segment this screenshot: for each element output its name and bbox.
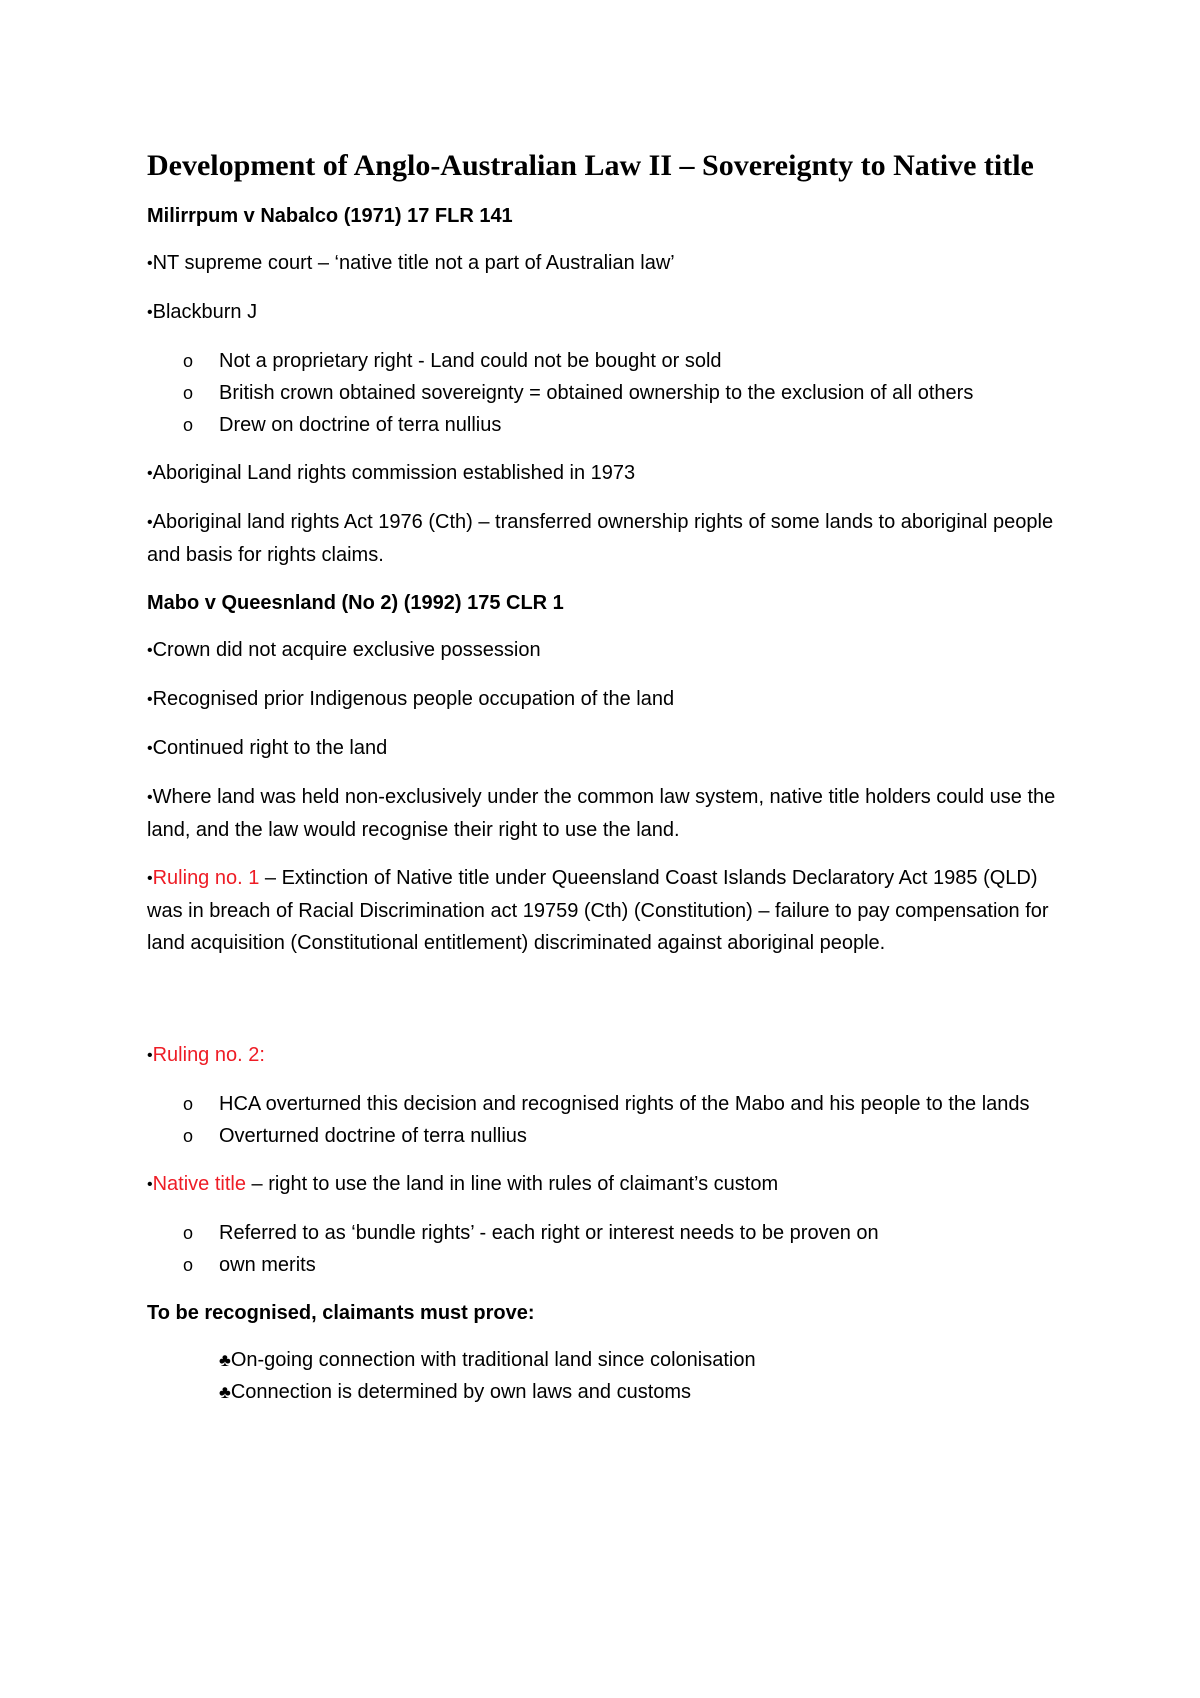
list-item-text: Overturned doctrine of terra nullius bbox=[219, 1125, 527, 1147]
paragraph bbox=[147, 457, 1067, 490]
club-list bbox=[147, 1344, 1067, 1408]
bullet-icon: • bbox=[147, 789, 153, 806]
paragraph bbox=[147, 296, 1067, 329]
ruling-1-label: Ruling no. 1 bbox=[152, 867, 260, 889]
list-item-text: Drew on doctrine of terra nullius bbox=[219, 414, 502, 436]
list-item bbox=[147, 1088, 1067, 1120]
bullet-icon: • bbox=[147, 642, 153, 659]
paragraph-text: Aboriginal Land rights commission established in 1973 bbox=[152, 462, 636, 484]
bullet-icon: • bbox=[147, 255, 153, 272]
list-item bbox=[147, 409, 1067, 441]
list-item-text: British crown obtained sovereignty = obtained ownership to the exclusion of all others bbox=[219, 382, 974, 404]
paragraph-text: – right to use the land in line with rules of claimant’s custom bbox=[245, 1173, 779, 1195]
bullet-icon: • bbox=[147, 1176, 153, 1193]
blank-space bbox=[147, 975, 1067, 1039]
sub-list bbox=[147, 345, 1067, 441]
circle-bullet-icon: o bbox=[183, 1223, 194, 1243]
circle-bullet-icon: o bbox=[183, 1255, 194, 1275]
sub-list bbox=[147, 1088, 1067, 1152]
native-title-label: Native title bbox=[152, 1173, 246, 1195]
native-title-paragraph bbox=[147, 1168, 1067, 1201]
ruling-2-paragraph bbox=[147, 1039, 1067, 1072]
bullet-icon: • bbox=[147, 740, 153, 757]
list-item bbox=[219, 1344, 1067, 1376]
bullet-icon: • bbox=[147, 465, 153, 482]
list-item-text: Referred to as ‘bundle rights’ - each right or interest needs to be proven on bbox=[219, 1222, 879, 1244]
case-heading-mabo: Mabo v Queesnland (No 2) (1992) 175 CLR 1 bbox=[147, 592, 564, 614]
list-item-text: own merits bbox=[219, 1254, 316, 1276]
list-item bbox=[147, 377, 1067, 409]
sub-list bbox=[147, 1217, 1067, 1281]
list-item-text: On-going connection with traditional land since colonisation bbox=[230, 1349, 756, 1371]
circle-bullet-icon: o bbox=[183, 351, 194, 371]
club-icon: ♣ bbox=[219, 1382, 231, 1402]
bullet-icon: • bbox=[147, 514, 153, 531]
list-item bbox=[147, 1249, 1067, 1281]
paragraph bbox=[147, 781, 1067, 846]
bullet-icon: • bbox=[147, 691, 153, 708]
bullet-icon: • bbox=[147, 304, 153, 321]
circle-bullet-icon: o bbox=[183, 1126, 194, 1146]
list-item-text: Connection is determined by own laws and customs bbox=[230, 1381, 692, 1403]
paragraph bbox=[147, 506, 1067, 571]
paragraph-text: Recognised prior Indigenous people occupation of the land bbox=[152, 688, 675, 710]
paragraph bbox=[147, 732, 1067, 765]
ruling-2-label: Ruling no. 2: bbox=[152, 1044, 265, 1066]
paragraph-text: – Extinction of Native title under Queensland Coast Islands Declaratory Act 1985 (QLD) was in breach of Racial Discrimination act 19759 (Cth) (Constitution) – failure to pay compensation for land acquisition (Constitutional entitlement) discriminated against aboriginal people. bbox=[147, 867, 1049, 954]
list-item bbox=[219, 1376, 1067, 1408]
list-item bbox=[147, 1217, 1067, 1249]
list-item-text: Not a proprietary right - Land could not be bought or sold bbox=[219, 350, 722, 372]
page-title: Development of Anglo-Australian Law II – Sovereignty to Native title bbox=[147, 149, 1034, 182]
list-item bbox=[147, 345, 1067, 377]
paragraph-text: Aboriginal land rights Act 1976 (Cth) – transferred ownership rights of some lands to aboriginal people and basis for rights claims. bbox=[147, 511, 1054, 566]
paragraph-text: Continued right to the land bbox=[152, 737, 388, 759]
case-heading-milirrpum: Milirrpum v Nabalco (1971) 17 FLR 141 bbox=[147, 205, 513, 227]
club-icon: ♣ bbox=[219, 1350, 231, 1370]
paragraph-text: Crown did not acquire exclusive possession bbox=[152, 639, 541, 661]
paragraph bbox=[147, 247, 1067, 280]
paragraph bbox=[147, 634, 1067, 667]
paragraph-text: Where land was held non-exclusively under the common law system, native title holders could use the land, and the law would recognise their right to use the land. bbox=[147, 786, 1056, 841]
circle-bullet-icon: o bbox=[183, 383, 194, 403]
document-page bbox=[147, 146, 1067, 1408]
circle-bullet-icon: o bbox=[183, 1094, 194, 1114]
circle-bullet-icon: o bbox=[183, 415, 194, 435]
ruling-1-paragraph bbox=[147, 862, 1067, 959]
bullet-icon: • bbox=[147, 870, 153, 887]
paragraph-text: NT supreme court – ‘native title not a part of Australian law’ bbox=[152, 252, 675, 274]
list-item bbox=[147, 1120, 1067, 1152]
recognition-heading: To be recognised, claimants must prove: bbox=[147, 1302, 535, 1324]
paragraph bbox=[147, 683, 1067, 716]
paragraph-text: Blackburn J bbox=[152, 301, 258, 323]
bullet-icon: • bbox=[147, 1047, 153, 1064]
list-item-text: HCA overturned this decision and recognised rights of the Mabo and his people to the lands bbox=[219, 1093, 1030, 1115]
